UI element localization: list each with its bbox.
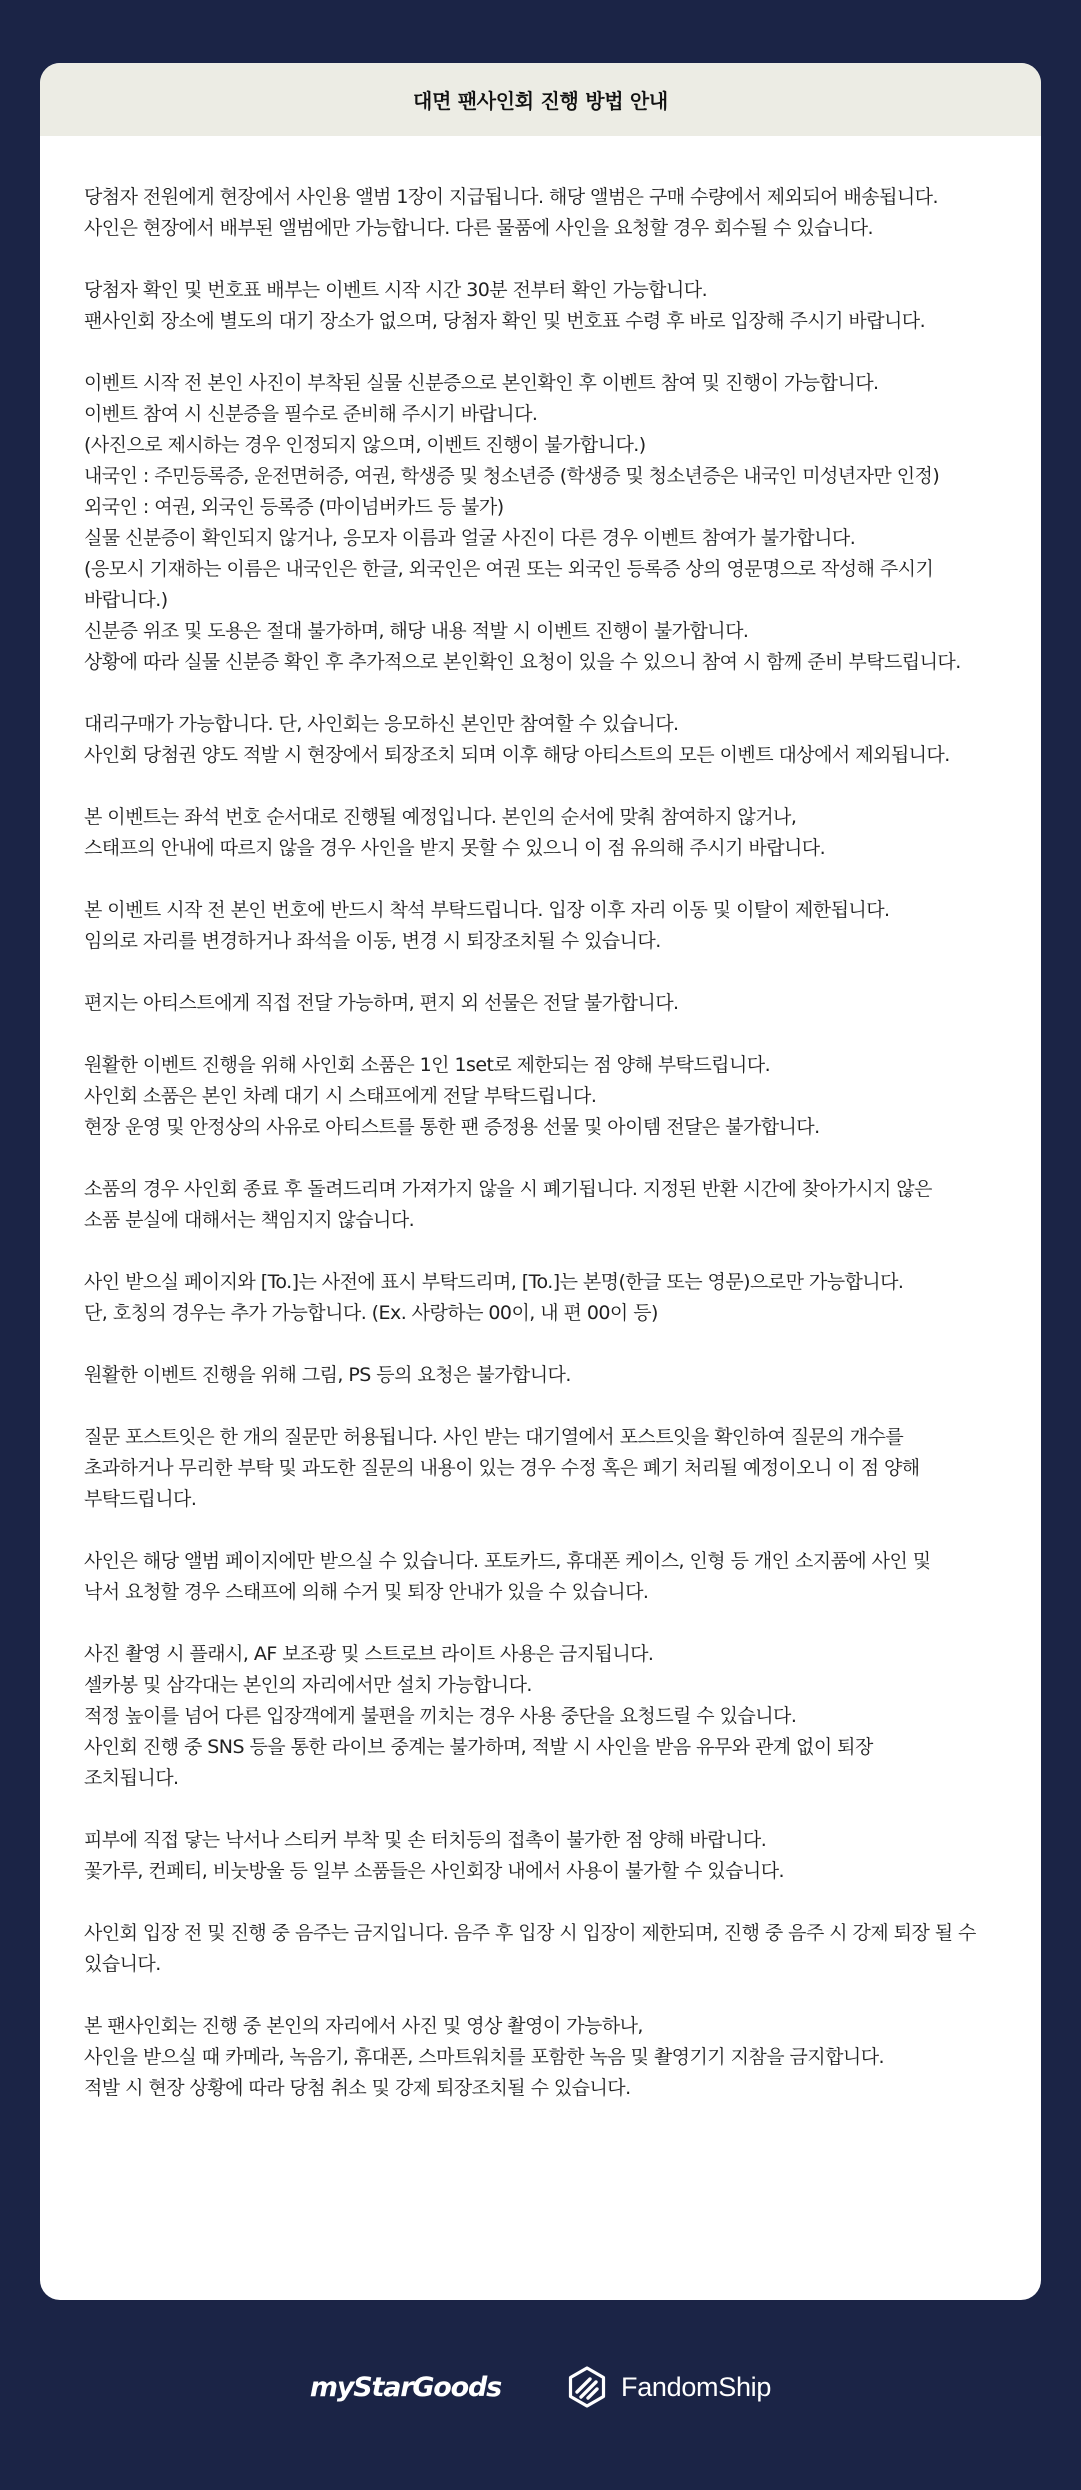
notice-card [40,63,1041,2300]
notice-line: 사인회 당첨권 양도 적발 시 현장에서 퇴장조치 되며 이후 해당 아티스트의 모든 이벤트 대상에서 제외됩니다. [84,744,950,766]
notice-line: 외국인 : 여권, 외국인 등록증 (마이넘버카드 등 불가) [84,496,504,518]
notice-line: 신분증 위조 및 도용은 절대 불가하며, 해당 내용 적발 시 이벤트 진행이 불가합니다. [84,620,749,642]
notice-line: 실물 신분증이 확인되지 않거나, 응모자 이름과 얼굴 사진이 다른 경우 이벤트 참여가 불가합니다. [84,527,856,549]
notice-line: 대리구매가 가능합니다. 단, 사인회는 응모하신 본인만 참여할 수 있습니다. [84,713,679,735]
notice-line: 당첨자 전원에게 현장에서 사인용 앨범 1장이 지급됩니다. 해당 앨범은 구매 수량에서 제외되어 배송됩니다. [84,186,938,208]
notice-line: 적정 높이를 넘어 다른 입장객에게 불편을 끼치는 경우 사용 중단을 요청드릴 수 있습니다. [84,1705,797,1727]
notice-paragraph [84,182,997,244]
notice-line: 본 이벤트는 좌석 번호 순서대로 진행될 예정입니다. 본인의 순서에 맞춰 참여하지 않거나, [84,806,797,828]
fandomship-logo-icon [565,2365,609,2409]
notice-paragraph [84,1639,997,1794]
notice-paragraph [84,2011,997,2104]
notice-paragraph [84,1422,997,1515]
notice-paragraph [84,895,997,957]
notice-body [40,136,1041,2104]
notice-line: 이벤트 시작 전 본인 사진이 부착된 실물 신분증으로 본인확인 후 이벤트 참여 및 진행이 가능합니다. [84,372,879,394]
notice-paragraph [84,1546,997,1608]
notice-line: 당첨자 확인 및 번호표 배부는 이벤트 시작 시간 30분 전부터 확인 가능합니다. [84,279,708,301]
notice-line: 원활한 이벤트 진행을 위해 사인회 소품은 1인 1set로 제한되는 점 양해 부탁드립니다. [84,1054,771,1076]
notice-paragraph [84,988,997,1019]
notice-line: 상황에 따라 실물 신분증 확인 후 추가적으로 본인확인 요청이 있을 수 있으니 참여 시 함께 준비 부탁드립니다. [84,651,961,673]
notice-line: 낙서 요청할 경우 스태프에 의해 수거 및 퇴장 안내가 있을 수 있습니다. [84,1581,649,1603]
notice-line: (응모시 기재하는 이름은 내국인은 한글, 외국인은 여권 또는 외국인 등록증 상의 영문명으로 작성해 주시기 [84,558,934,580]
notice-paragraph [84,802,997,864]
fandomship-logo [565,2365,771,2409]
notice-line: 내국인 : 주민등록증, 운전면허증, 여권, 학생증 및 청소년증 (학생증 및 청소년증은 내국인 미성년자만 인정) [84,465,940,487]
notice-line: 부탁드립니다. [84,1488,197,1510]
notice-line: 피부에 직접 닿는 낙서나 스티커 부착 및 손 터치등의 접촉이 불가한 점 양해 바랍니다. [84,1829,767,1851]
notice-paragraph [84,709,997,771]
notice-line: 현장 운영 및 안정상의 사유로 아티스트를 통한 팬 증정용 선물 및 아이템 전달은 불가합니다. [84,1116,820,1138]
notice-line: (사진으로 제시하는 경우 인정되지 않으며, 이벤트 진행이 불가합니다.) [84,434,646,456]
notice-line: 소품 분실에 대해서는 책임지지 않습니다. [84,1209,415,1231]
notice-line: 소품의 경우 사인회 종료 후 돌려드리며 가져가지 않을 시 폐기됩니다. 지정된 반환 시간에 찾아가시지 않은 [84,1178,932,1200]
notice-line: 사인회 진행 중 SNS 등을 통한 라이브 중계는 불가하며, 적발 시 사인을 받음 유무와 관계 없이 퇴장 [84,1736,873,1758]
notice-paragraph [84,1825,997,1887]
notice-line: 본 이벤트 시작 전 본인 번호에 반드시 착석 부탁드립니다. 입장 이후 자리 이동 및 이탈이 제한됩니다. [84,899,890,921]
notice-line: 이벤트 참여 시 신분증을 필수로 준비해 주시기 바랍니다. [84,403,538,425]
notice-line: 단, 호칭의 경우는 추가 가능합니다. (Ex. 사랑하는 00이, 내 편 00이 등) [84,1302,658,1324]
notice-header [40,63,1041,136]
notice-line: 사인 받으실 페이지와 [To.]는 사전에 표시 부탁드리며, [To.]는 본명(한글 또는 영문)으로만 가능합니다. [84,1271,904,1293]
notice-line: 사인은 현장에서 배부된 앨범에만 가능합니다. 다른 물품에 사인을 요청할 경우 회수될 수 있습니다. [84,217,874,239]
notice-line: 사인을 받으실 때 카메라, 녹음기, 휴대폰, 스마트워치를 포함한 녹음 및 촬영기기 지참을 금지합니다. [84,2046,884,2068]
notice-title: 대면 팬사인회 진행 방법 안내 [413,89,668,113]
footer-logos [0,2355,1081,2419]
mystargoods-logo: myStarGoods [309,2371,501,2403]
notice-line: 편지는 아티스트에게 직접 전달 가능하며, 편지 외 선물은 전달 불가합니다. [84,992,679,1014]
notice-line: 셀카봉 및 삼각대는 본인의 자리에서만 설치 가능합니다. [84,1674,532,1696]
notice-line: 임의로 자리를 변경하거나 좌석을 이동, 변경 시 퇴장조치될 수 있습니다. [84,930,661,952]
fandomship-logo-text: FandomShip [621,2371,772,2402]
notice-line: 적발 시 현장 상황에 따라 당첨 취소 및 강제 퇴장조치될 수 있습니다. [84,2077,631,2099]
notice-line: 있습니다. [84,1953,161,1975]
notice-line: 초과하거나 무리한 부탁 및 과도한 질문의 내용이 있는 경우 수정 혹은 폐기 처리될 예정이오니 이 점 양해 [84,1457,920,1479]
notice-line: 사인회 입장 전 및 진행 중 음주는 금지입니다. 음주 후 입장 시 입장이 제한되며, 진행 중 음주 시 강제 퇴장 될 수 [84,1922,976,1944]
notice-line: 질문 포스트잇은 한 개의 질문만 허용됩니다. 사인 받는 대기열에서 포스트잇을 확인하여 질문의 개수를 [84,1426,904,1448]
notice-paragraph [84,1267,997,1329]
notice-line: 팬사인회 장소에 별도의 대기 장소가 없으며, 당첨자 확인 및 번호표 수령 후 바로 입장해 주시기 바랍니다. [84,310,926,332]
notice-paragraph [84,1174,997,1236]
notice-line: 꽃가루, 컨페티, 비눗방울 등 일부 소품들은 사인회장 내에서 사용이 불가할 수 있습니다. [84,1860,784,1882]
notice-paragraph [84,368,997,678]
notice-line: 조치됩니다. [84,1767,179,1789]
notice-line: 사인회 소품은 본인 차례 대기 시 스태프에게 전달 부탁드립니다. [84,1085,597,1107]
notice-paragraph [84,275,997,337]
notice-line: 본 팬사인회는 진행 중 본인의 자리에서 사진 및 영상 촬영이 가능하나, [84,2015,643,2037]
notice-line: 스태프의 안내에 따르지 않을 경우 사인을 받지 못할 수 있으니 이 점 유의해 주시기 바랍니다. [84,837,826,859]
notice-line: 사진 촬영 시 플래시, AF 보조광 및 스트로브 라이트 사용은 금지됩니다. [84,1643,654,1665]
notice-paragraph [84,1360,997,1391]
notice-paragraph [84,1050,997,1143]
notice-line: 사인은 해당 앨범 페이지에만 받으실 수 있습니다. 포토카드, 휴대폰 케이스, 인형 등 개인 소지품에 사인 및 [84,1550,931,1572]
notice-line: 원활한 이벤트 진행을 위해 그림, PS 등의 요청은 불가합니다. [84,1364,571,1386]
notice-paragraph [84,1918,997,1980]
notice-line: 바랍니다.) [84,589,168,611]
